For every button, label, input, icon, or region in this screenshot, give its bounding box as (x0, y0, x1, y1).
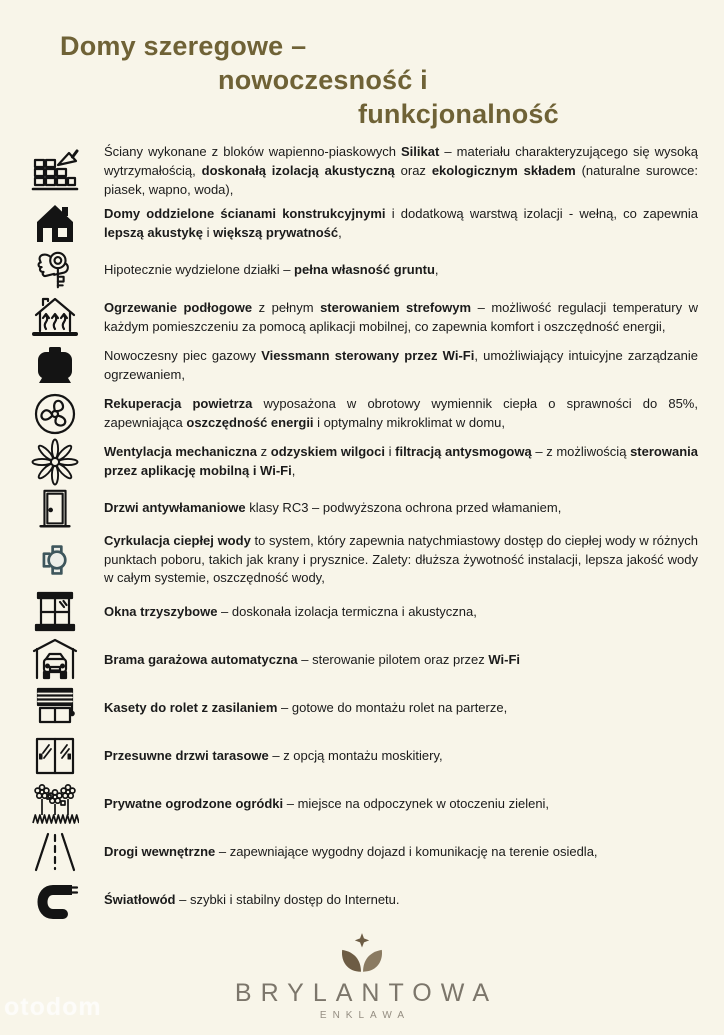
feature-text: Hipotecznie wydzielone działki – pełna własność gruntu, (104, 262, 439, 278)
feature-text: Drzwi antywłamaniowe klasy RC3 – podwyższona ochrona przed włamaniem, (104, 500, 562, 516)
garage-icon (20, 636, 90, 684)
feature-text: Przesuwne drzwi tarasowe – z opcją montażu moskitiery, (104, 747, 443, 763)
title-line-3: funkcjonalność (358, 98, 559, 129)
garden-icon (20, 780, 90, 828)
feature-text: Światłowód – szybki i stabilny dostęp do Internetu. (104, 891, 400, 907)
door-icon (20, 486, 90, 532)
brand-name: BRYLANTOWA (234, 979, 499, 1008)
floor-heating-icon (20, 294, 90, 342)
fiber-plug-icon (20, 876, 90, 924)
feature-item (20, 342, 698, 390)
sliding-door-icon (20, 732, 90, 780)
feature-text: Ściany wykonane z bloków wapienno-piaskowych Silikat – materiału charakteryzującego się wysoką wytrzymałością, doskonałą izolacją akustyczną oraz ekologicznym składem (naturalne surowce: piasek, wapno, woda), (104, 144, 699, 197)
title-line-1: Domy szeregowe – (60, 31, 307, 61)
feature-text: Wentylacja mechaniczna z odzyskiem wilgoci i filtracją antysmogową – z możliwością sterowania przez aplikację mobilną i Wi-Fi, (104, 443, 698, 478)
feature-item (20, 532, 698, 589)
feature-item (20, 588, 698, 636)
feature-text: Nowoczesny piec gazowy Viessmann sterowany przez Wi-Fi, umożliwiający intuicyjne zarządzanie ogrzewaniem, (104, 347, 698, 382)
watermark-text: otodom (4, 993, 102, 1021)
house-icon (20, 200, 90, 248)
feature-item (20, 248, 698, 294)
feature-item (20, 780, 698, 828)
feature-list (20, 143, 698, 924)
feature-text: Okna trzyszybowe – doskonała izolacja termiczna i akustyczna, (104, 603, 477, 619)
feature-item (20, 876, 698, 924)
feature-item (20, 828, 698, 876)
feature-text: Domy oddzielone ścianami konstrukcyjnymi i dodatkową warstwą izolacji - wełną, co zapewnia lepszą akustykę i większą prywatność, (104, 205, 698, 240)
road-icon (20, 828, 90, 876)
feature-item (20, 684, 698, 732)
hand-key-icon (20, 248, 90, 294)
feature-text: Ogrzewanie podłogowe z pełnym sterowaniem strefowym – możliwość regulacji temperatury w każdym pomieszczeniu za pomocą aplikacji mobilnej, co zapewnia komfort i oszczędność energii, (104, 299, 699, 334)
feature-text: Kasety do rolet z zasilaniem – gotowe do montażu rolet na parterze, (104, 699, 508, 715)
page-title (0, 0, 724, 131)
feature-text: Drogi wewnętrzne – zapewniające wygodny dojazd i komunikację na terenie osiedla, (104, 843, 598, 859)
feature-item (20, 486, 698, 532)
window-icon (20, 588, 90, 636)
propeller-icon (20, 438, 90, 486)
feature-text: Cyrkulacja ciepłej wody to system, który zapewnia natychmiastowy dostęp do ciepłej wody w różnych punktach poboru, takich jak krany i prysznice. Zalety: dłuższa żywotność instalacji, lepsza jakość wody w całym systemie, oszczędność wody, (104, 532, 698, 586)
feature-item (20, 143, 698, 200)
feature-item (20, 200, 698, 248)
feature-text: Prywatne ogrodzone ogródki – miejsce na odpoczynek w otoczeniu zieleni, (104, 795, 550, 811)
fan-icon (20, 390, 90, 438)
feature-item (20, 390, 698, 438)
pump-icon (20, 541, 90, 579)
feature-item (20, 294, 698, 342)
feature-item (20, 732, 698, 780)
feature-text: Brama garażowa automatyczna – sterowanie pilotem oraz przez Wi-Fi (104, 651, 521, 667)
feature-text: Rekuperacja powietrza wyposażona w obrotowy wymiennik ciepła o sprawności do 85%, zapewniająca oszczędność energii i optymalny mikroklimat w domu, (104, 395, 698, 430)
feature-item (20, 636, 698, 684)
leaves-sparkle-icon (337, 932, 387, 981)
roller-shutter-icon (20, 684, 90, 732)
brand-subtitle: ENKLAWA (319, 1010, 411, 1022)
footer-logo (0, 930, 724, 1035)
feature-item (20, 438, 698, 486)
gas-boiler-icon (20, 342, 90, 390)
title-line-2: nowoczesność i (218, 64, 428, 95)
masonry-trowel-icon (20, 148, 90, 196)
